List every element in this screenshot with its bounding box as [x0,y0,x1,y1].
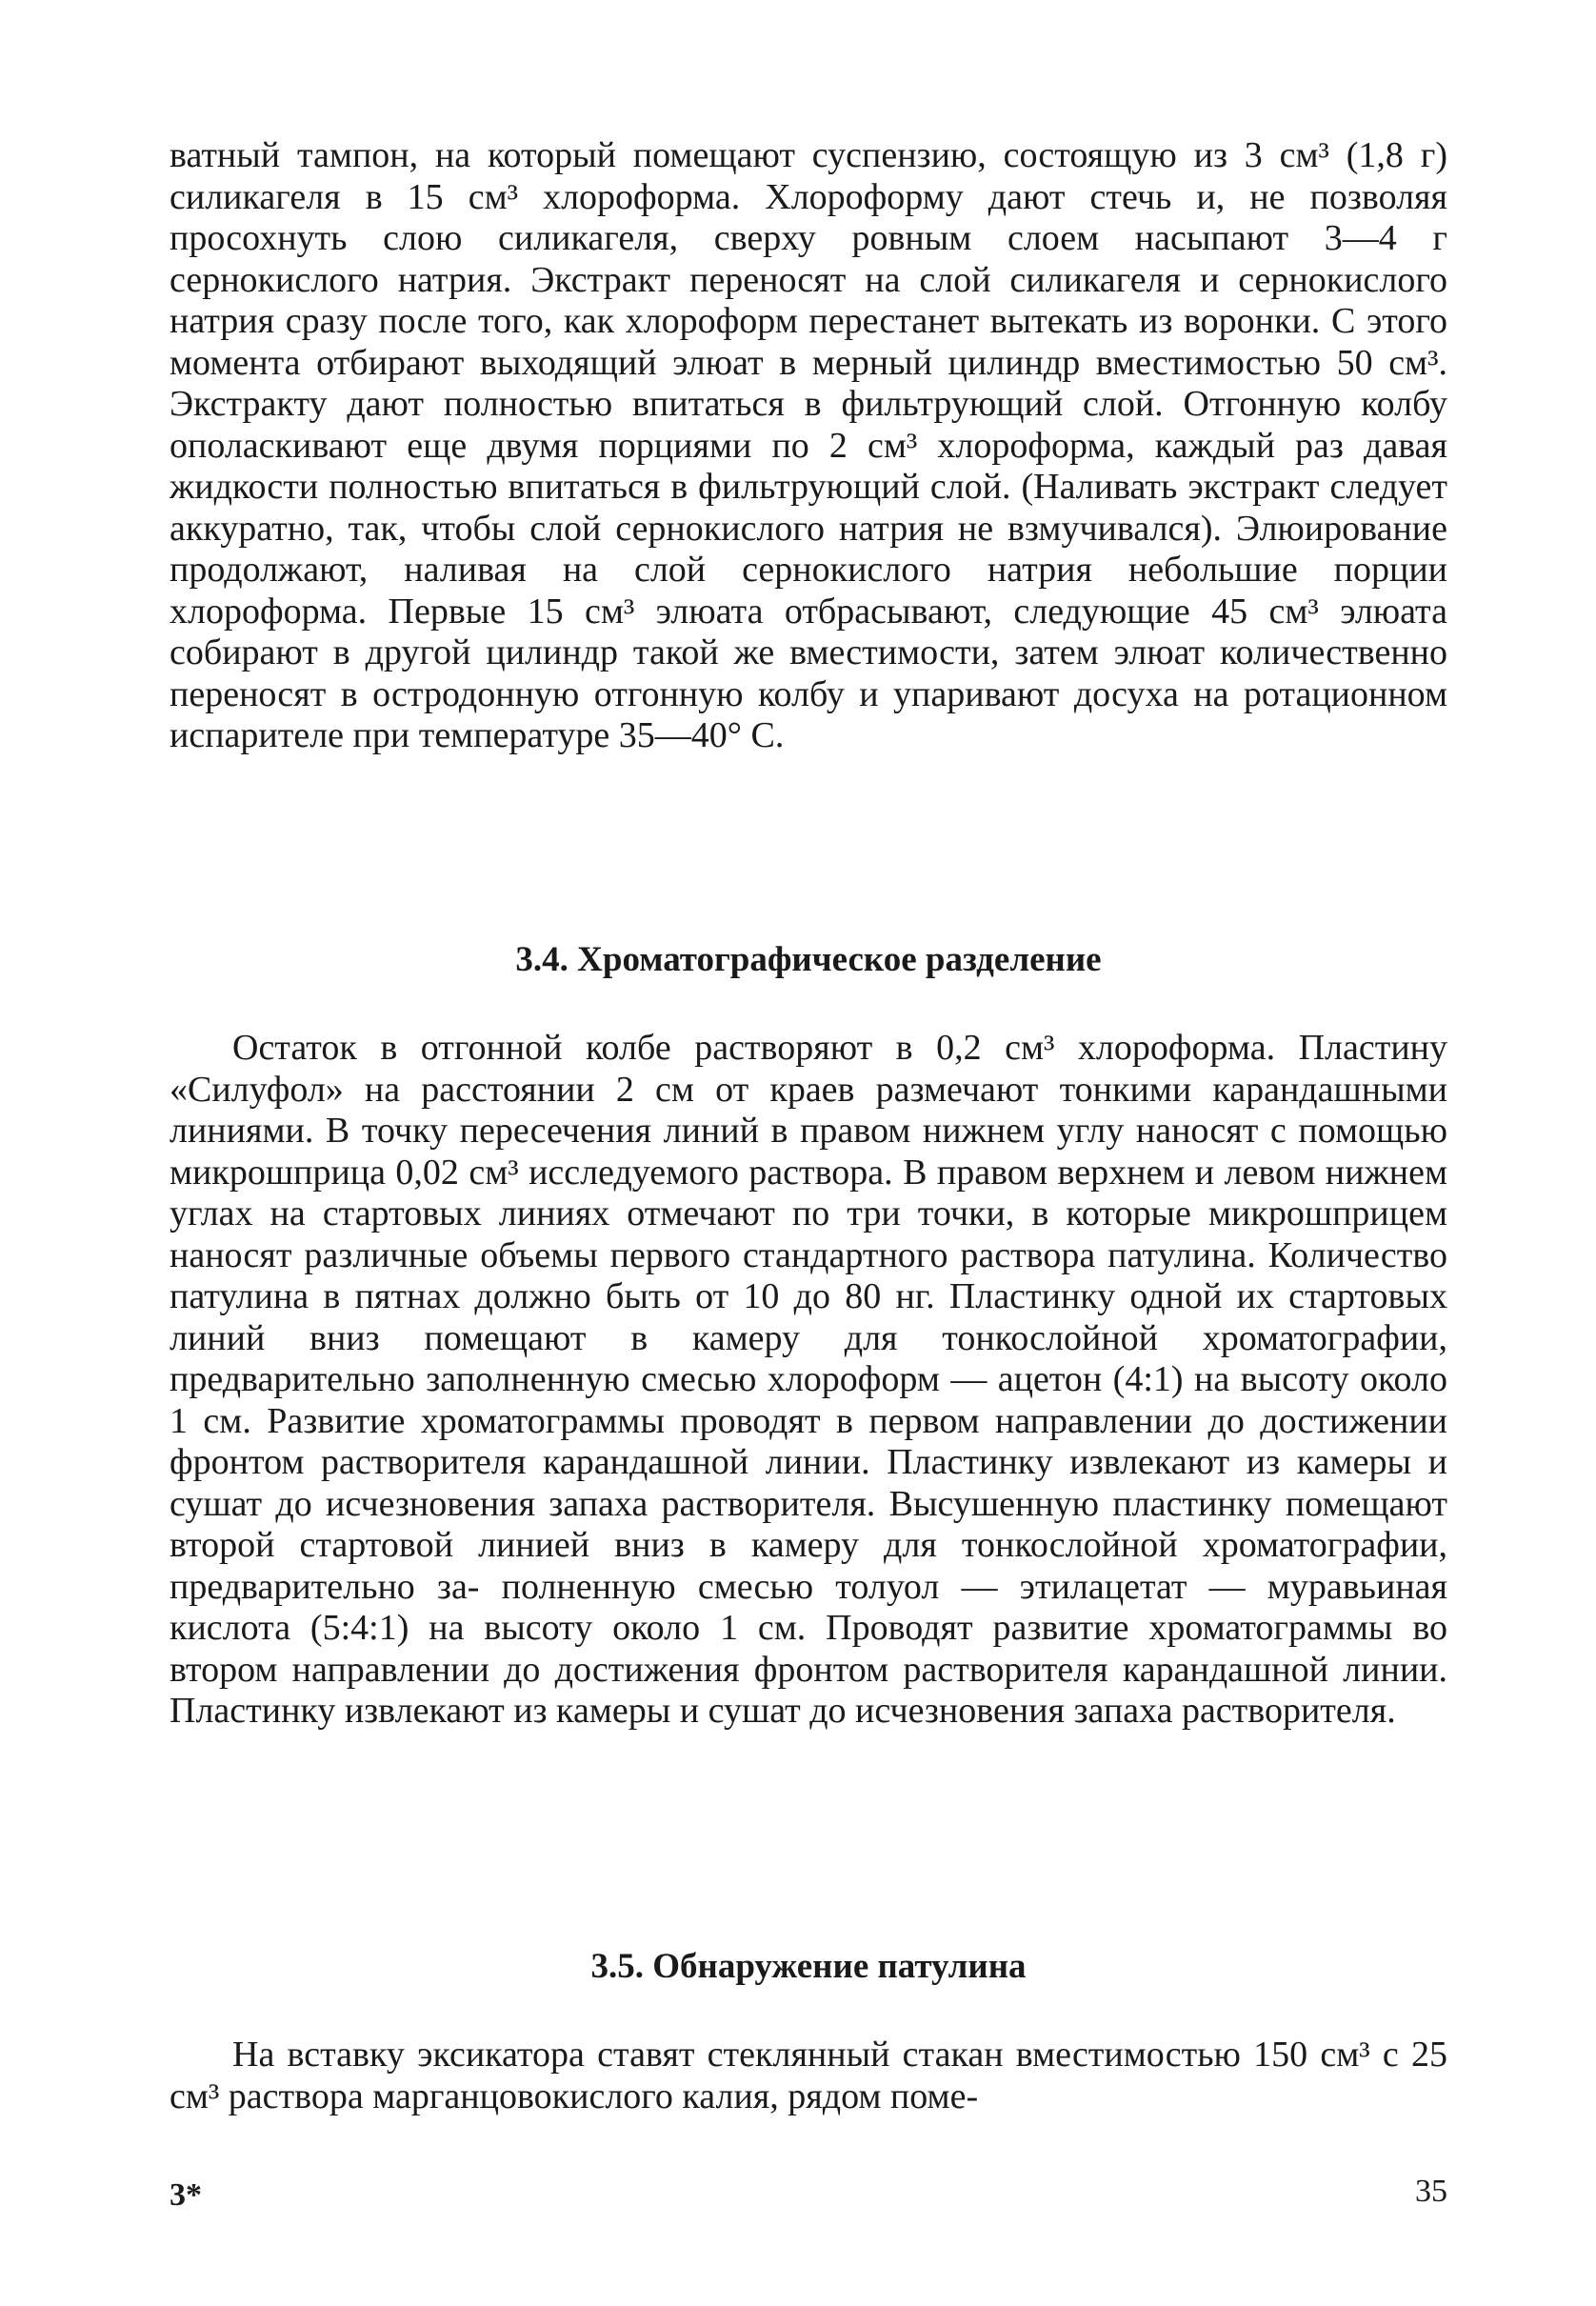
section-heading-3-4: 3.4. Хроматографическое разделение [515,940,1102,979]
paragraph-extraction: ватный тампон, на который помещают суспензию, состоящую из 3 см³ (1,8 г) силикагеля в 15 см³ хлороформа. Хлороформу дают стечь и, не позволяя просохнуть слою силикагеля, сверху ровным слоем насыпают 3—4 г сернокислого натрия. Экстракт переносят на слой силикагеля и сернокислого натрия сразу после того, как хлороформ перестанет вытекать из воронки. С этого момента отбирают выходящий элюат в мерный цилиндр вместимостью 50 см³. Экстракту дают полностью впитаться в фильтрующий слой. Отгонную колбу ополаскивают еще двумя порциями по 2 см³ хлороформа, каждый раз давая жидкости полностью впитаться в фильтрующий слой. (Наливать экстракт следует аккуратно, так, чтобы слой сернокислого натрия не взмучивался). Элюирование продолжают, наливая на слой сернокислого натрия небольшие порции хлороформа. Первые 15 см³ элюата отбрасывают, следующие 45 см³ элюата собирают в другой цилиндр такой же вместимости, затем элюат количественно переносят в остродонную отгонную колбу и упаривают досуха на ротационном испарителе при температуре 35—40° С. [170,135,1447,755]
paragraph-chromatography: Остаток в отгонной колбе растворяют в 0,2 см³ хлороформа. Пластину «Силуфол» на расстоянии 2 см от краев размечают тонкими карандашными линиями. В точку пересечения линий в правом нижнем углу наносят с помощью микрошприца 0,02 см³ исследуемого раствора. В правом верхнем и левом нижнем углах на стартовых линиях отмечают по три точки, в которые микрошприцем наносят различные объемы первого стандартного раствора патулина. Количество патулина в пятнах должно быть от 10 до 80 нг. Пластинку одной их стартовых линий вниз помещают в камеру для тонкослойной хроматографии, предварительно заполненную смесью хлороформ — ацетон (4:1) на высоту около 1 см. Развитие хроматограммы проводят в первом направлении до достижении фронтом растворителя карандашной линии. Пластинку извлекают из камеры и сушат до исчезновения запаха растворителя. Высушенную пластинку помещают второй стартовой линией вниз в камеру для тонкослойной хроматографии, предварительно за- полненную смесью толуол — этилацетат — муравьиная кислота (5:4:1) на высоту около 1 см. Проводят развитие хроматограммы во втором направлении до достижения фронтом растворителя карандашной линии. Пластинку извлекают из камеры и сушат до исчезновения запаха растворителя. [170,1028,1447,1731]
paragraph-detection: На вставку эксикатора ставят стеклянный стакан вместимостью 150 см³ с 25 см³ раствора марганцовокислого калия, рядом поме- [170,2035,1447,2116]
section-heading-3-5: 3.5. Обнаружение патулина [590,1947,1027,1986]
page-number: 35 [1415,2174,1447,2209]
signature-mark: 3* [170,2177,202,2213]
